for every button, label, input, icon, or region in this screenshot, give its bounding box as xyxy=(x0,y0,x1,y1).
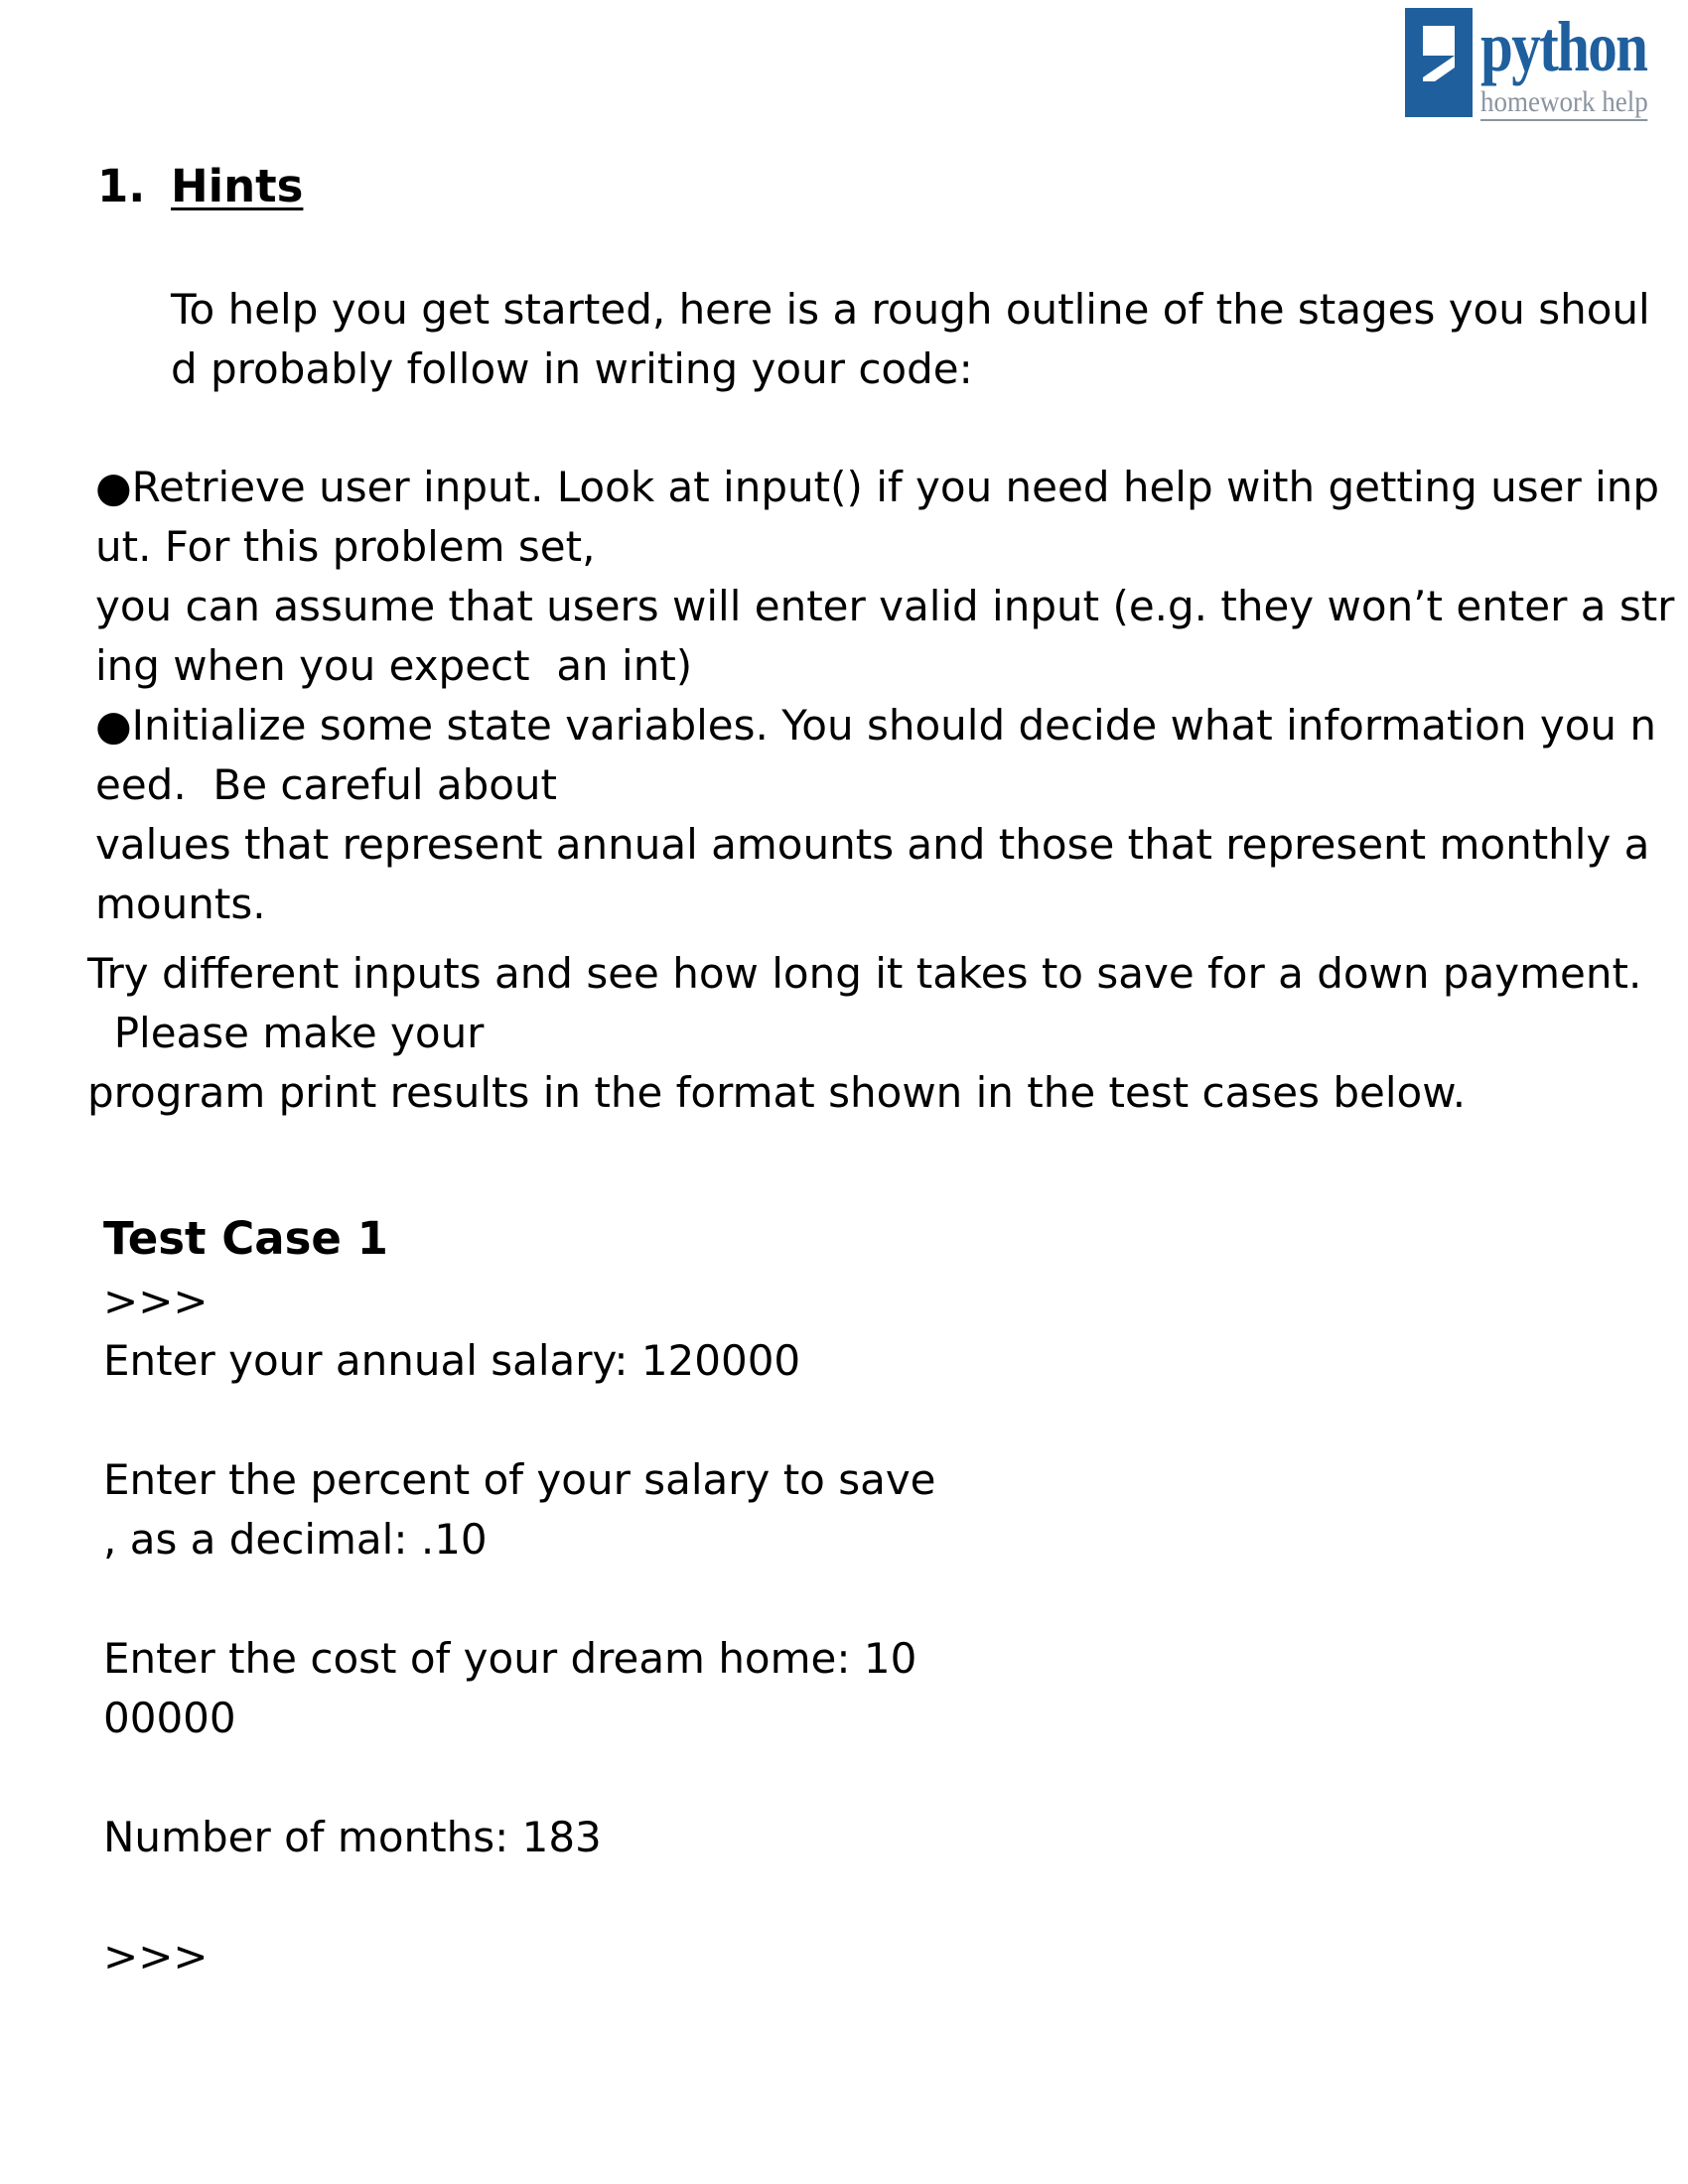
closing-line: program print results in the format shown in the test cases below. xyxy=(87,1068,1467,1117)
bullet-line: ut. For this problem set, xyxy=(95,522,596,571)
section-title: Hints xyxy=(171,160,304,212)
test-case-line: Number of months: 183 xyxy=(103,1813,602,1861)
intro-line: To help you get started, here is a rough outline of the stages you shoul xyxy=(171,285,1650,334)
bullet-line: ●Initialize some state variables. You should decide what information you n xyxy=(95,701,1656,750)
closing-line: Please make your xyxy=(87,1009,485,1057)
logo-wordmark: python xyxy=(1480,7,1647,86)
test-case-line: >>> xyxy=(103,1932,209,1980)
test-case-line: 00000 xyxy=(103,1694,236,1742)
bullet-line: ing when you expect an int) xyxy=(95,641,693,690)
closing-line: Try different inputs and see how long it takes to save for a down payment. xyxy=(87,949,1642,998)
test-case-line: , as a decimal: .10 xyxy=(103,1515,488,1564)
test-case-line: Enter the percent of your salary to save xyxy=(103,1455,936,1504)
logo-tagline: homework help xyxy=(1480,85,1648,121)
bullet-line: you can assume that users will enter valid input (e.g. they won’t enter a str xyxy=(95,582,1675,630)
test-case-line: Enter your annual salary: 120000 xyxy=(103,1336,801,1385)
test-case-title: Test Case 1 xyxy=(103,1212,388,1265)
bullet-line: ●Retrieve user input. Look at input() if you need help with getting user inp xyxy=(95,463,1660,511)
test-case-line: Enter the cost of your dream home: 10 xyxy=(103,1634,917,1683)
logo xyxy=(1405,8,1653,127)
section-heading xyxy=(97,159,303,214)
bullet-line: mounts. xyxy=(95,880,266,928)
bullet-line: eed. Be careful about xyxy=(95,760,558,809)
section-number: 1. xyxy=(97,160,146,212)
python-logo-icon xyxy=(1405,8,1473,117)
bullet-line: values that represent annual amounts and those that represent monthly a xyxy=(95,820,1650,869)
intro-line: d probably follow in writing your code: xyxy=(171,344,973,393)
test-case-line: >>> xyxy=(103,1277,209,1325)
